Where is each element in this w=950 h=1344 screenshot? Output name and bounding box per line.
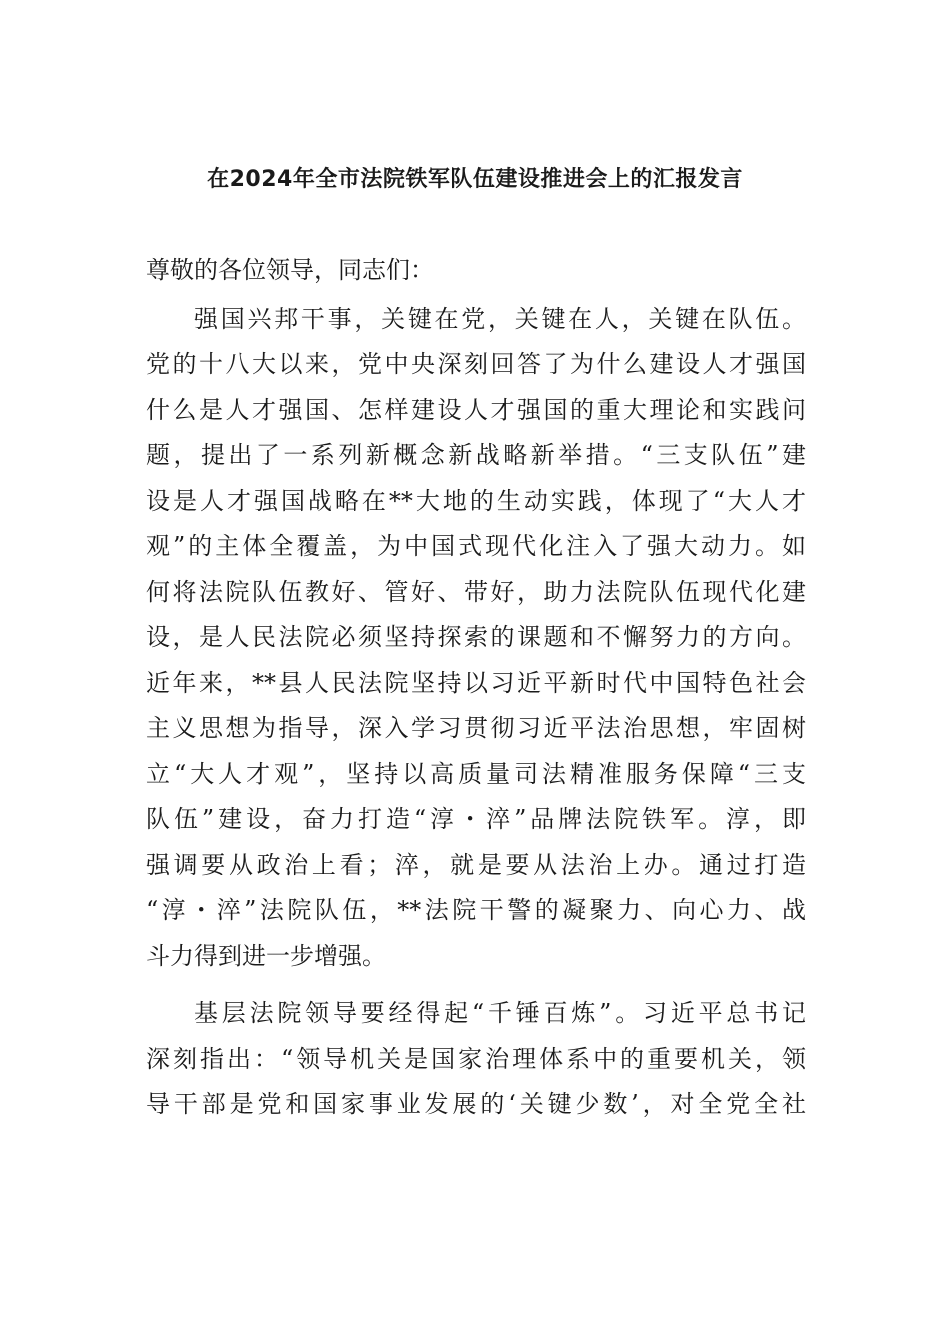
paragraph-2: [146, 991, 806, 1128]
paragraph-line: 队伍”建设，奋力打造“淳・淬”品牌法院铁军。淳，即: [146, 805, 806, 833]
paragraph-line: 题，提出了一系列新概念新战略新举措。“三支队伍”建: [146, 441, 806, 469]
paragraph-1: [146, 297, 806, 980]
paragraph-line: 近年来，**县人民法院坚持以习近平新时代中国特色社会: [146, 668, 806, 697]
paragraph-line: 基层法院领导要经得起“千锤百炼”。习近平总书记: [194, 999, 806, 1027]
document-title: 在2024年全市法院铁军队伍建设推进会上的汇报发言: [207, 167, 743, 192]
paragraph-line: 设是人才强国战略在**大地的生动实践，体现了“大人才: [146, 486, 806, 515]
paragraph-line: 何将法院队伍教好、管好、带好，助力法院队伍现代化建: [146, 577, 806, 606]
salutation: 尊敬的各位领导，同志们：: [146, 256, 434, 284]
paragraph-line: 斗力得到进一步增强。: [146, 941, 386, 970]
paragraph-line: 设，是人民法院必须坚持探索的课题和不懈努力的方向。: [146, 623, 806, 651]
paragraph-line: 观”的主体全覆盖，为中国式现代化注入了强大动力。如: [146, 532, 806, 560]
paragraph-line: 深刻指出：“领导机关是国家治理体系中的重要机关，领: [146, 1044, 806, 1073]
paragraph-line: 什么是人才强国、怎样建设人才强国的重大理论和实践问: [146, 395, 806, 424]
paragraph-line: 导干部是党和国家事业发展的‘关键少数’，对全党全社: [146, 1090, 806, 1118]
paragraph-line: 强调要从政治上看；淬，就是要从法治上办。通过打造: [146, 850, 806, 879]
document-body: [146, 248, 806, 1140]
paragraph-line: 强国兴邦干事，关键在党，关键在人，关键在队伍。: [194, 304, 806, 333]
paragraph-line: 立“大人才观”，坚持以高质量司法精准服务保障“三支: [146, 759, 806, 788]
paragraph-line: 主义思想为指导，深入学习贯彻习近平法治思想，牢固树: [146, 714, 806, 742]
paragraph-line: 党的十八大以来，党中央深刻回答了为什么建设人才强国: [146, 350, 806, 378]
paragraph-line: “淳・淬”法院队伍，**法院干警的凝聚力、向心力、战: [146, 896, 806, 924]
